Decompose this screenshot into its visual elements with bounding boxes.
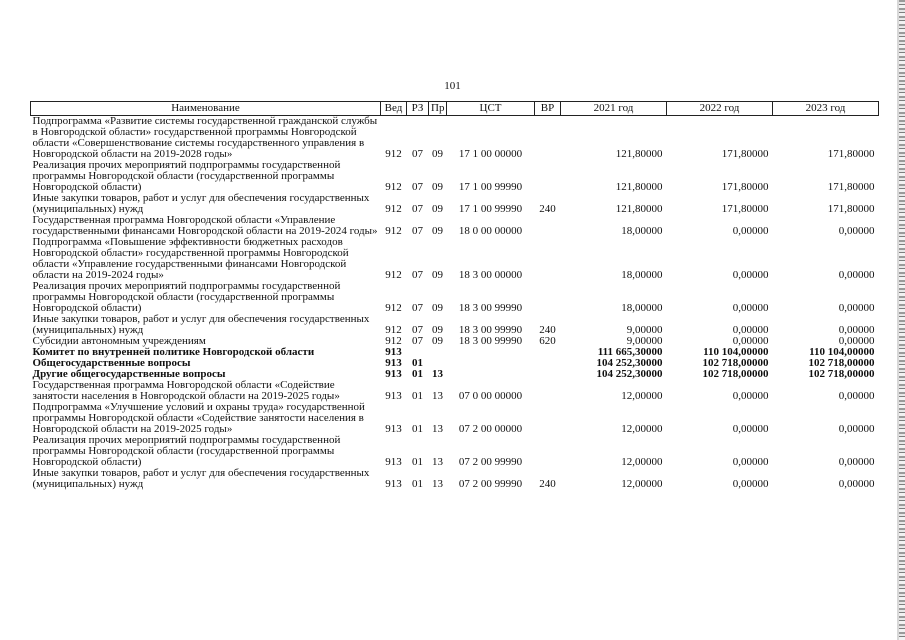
cell-rz: 01 xyxy=(412,368,423,380)
cell-y2023: 0,00000 xyxy=(838,456,875,468)
cell-vr xyxy=(535,435,561,468)
cell-ved: 912 xyxy=(385,335,402,347)
header-vr: ВР xyxy=(535,102,561,116)
table-row xyxy=(31,281,879,314)
cell-y2023: 0,00000 xyxy=(838,335,875,347)
cell-y2021: 104 252,30000 xyxy=(596,368,663,380)
cell-ved: 912 xyxy=(385,269,402,281)
cell-cst: 18 3 00 99990 xyxy=(458,302,523,314)
cell-y2021: 18,00000 xyxy=(621,225,663,237)
cell-cst: 07 0 00 00000 xyxy=(458,390,523,402)
cell-name: Подпрограмма «Улучшение условий и охраны труда» государственной программы Новгородской области «Содействие занятости населения в Новгородской области на 2019-2025 годы» xyxy=(32,401,365,435)
cell-pr: 13 xyxy=(432,456,443,468)
cell-pr: 09 xyxy=(432,203,443,215)
table-row xyxy=(31,160,879,193)
page-number: 101 xyxy=(444,80,461,92)
cell-name: Подпрограмма «Развитие системы государственной гражданской службы в Новгородской области» государственной программы Новгородской области «Совершенствование системы государственного управления в Новгородской области на 2019-2028 годы» xyxy=(32,115,378,160)
cell-y2022: 102 718,00000 xyxy=(702,357,769,369)
cell-y2021: 18,00000 xyxy=(621,269,663,281)
cell-pr: 09 xyxy=(432,148,443,160)
table-header-row xyxy=(31,102,879,116)
cell-y2022: 102 718,00000 xyxy=(702,368,769,380)
cell-y2022: 0,00000 xyxy=(732,423,769,435)
cell-cst: 18 0 00 00000 xyxy=(458,225,523,237)
table-row xyxy=(31,468,879,490)
table-body xyxy=(31,116,879,491)
cell-name: Государственная программа Новгородской области «Содействие занятости населения в Новгородской области на 2019-2025 годы» xyxy=(32,379,340,402)
header-2023: 2023 год xyxy=(773,102,879,116)
cell-y2022: 171,80000 xyxy=(721,148,769,160)
cell-cst: 17 1 00 00000 xyxy=(458,148,523,160)
cell-y2021: 18,00000 xyxy=(621,302,663,314)
header-cst: ЦСТ xyxy=(447,102,535,116)
cell-y2022: 0,00000 xyxy=(732,456,769,468)
cell-cst: 18 3 00 00000 xyxy=(458,269,523,281)
cell-y2023: 102 718,00000 xyxy=(808,368,875,380)
cell-vr xyxy=(535,215,561,237)
cell-rz: 01 xyxy=(412,390,423,402)
cell-vr xyxy=(535,237,561,281)
cell-y2022: 110 104,00000 xyxy=(703,346,769,358)
cell-y2022: 0,00000 xyxy=(732,225,769,237)
cell-vr: 240 xyxy=(539,203,556,215)
cell-pr: 09 xyxy=(432,269,443,281)
table-row xyxy=(31,402,879,435)
cell-rz: 07 xyxy=(412,302,423,314)
cell-pr: 13 xyxy=(432,390,443,402)
cell-ved: 912 xyxy=(385,148,402,160)
cell-name: Субсидии автономным учреждениям xyxy=(32,335,206,347)
cell-name: Государственная программа Новгородской области «Управление государственными финансами Новгородской области на 2019-2024 годы» xyxy=(32,214,378,237)
cell-y2021: 111 665,30000 xyxy=(597,346,663,358)
table-row xyxy=(31,435,879,468)
cell-vr: 240 xyxy=(539,478,556,490)
header-pr: Пр xyxy=(429,102,447,116)
cell-y2021: 121,80000 xyxy=(615,148,663,160)
cell-y2023: 0,00000 xyxy=(838,478,875,490)
cell-vr: 240 xyxy=(539,324,556,336)
cell-ved: 912 xyxy=(385,324,402,336)
cell-pr: 09 xyxy=(432,225,443,237)
cell-rz: 07 xyxy=(412,324,423,336)
cell-cst xyxy=(447,369,535,380)
cell-name: Реализация прочих мероприятий подпрограммы государственной программы Новгородской области (государственной программы Новгородской области) xyxy=(32,159,341,193)
cell-cst: 07 2 00 00000 xyxy=(458,423,523,435)
scan-edge xyxy=(899,0,905,640)
cell-rz: 07 xyxy=(412,269,423,281)
cell-vr xyxy=(535,380,561,402)
cell-cst xyxy=(447,358,535,369)
table-row xyxy=(31,215,879,237)
cell-name: Общегосударственные вопросы xyxy=(32,357,191,369)
cell-ved: 913 xyxy=(385,368,402,380)
table-row xyxy=(31,193,879,215)
cell-rz: 07 xyxy=(412,203,423,215)
cell-y2021: 121,80000 xyxy=(615,181,663,193)
cell-y2021: 9,00000 xyxy=(626,324,663,336)
cell-vr xyxy=(535,347,561,358)
cell-ved: 913 xyxy=(385,423,402,435)
cell-name: Подпрограмма «Повышение эффективности бюджетных расходов Новгородской области» государственной программы Новгородской области «Управление государственными финансами Новгородской области на 2019-2024 годы» xyxy=(32,236,349,281)
cell-pr: 13 xyxy=(432,423,443,435)
cell-y2023: 171,80000 xyxy=(827,203,875,215)
header-name: Наименование xyxy=(31,102,381,116)
cell-vr xyxy=(535,160,561,193)
cell-y2022: 0,00000 xyxy=(732,324,769,336)
cell-y2021: 12,00000 xyxy=(621,423,663,435)
cell-y2021: 12,00000 xyxy=(621,456,663,468)
cell-cst: 07 2 00 99990 xyxy=(458,478,523,490)
cell-ved: 913 xyxy=(385,346,402,358)
cell-y2023: 171,80000 xyxy=(827,181,875,193)
table-row xyxy=(31,314,879,336)
cell-pr: 13 xyxy=(432,368,443,380)
cell-ved: 913 xyxy=(385,357,402,369)
cell-y2022: 0,00000 xyxy=(732,478,769,490)
cell-y2022: 0,00000 xyxy=(732,390,769,402)
cell-rz: 01 xyxy=(412,456,423,468)
cell-y2023: 0,00000 xyxy=(838,390,875,402)
cell-name: Другие общегосударственные вопросы xyxy=(32,368,226,380)
table-row xyxy=(31,237,879,281)
header-2022: 2022 год xyxy=(667,102,773,116)
cell-y2021: 104 252,30000 xyxy=(596,357,663,369)
cell-ved: 912 xyxy=(385,203,402,215)
cell-y2021: 12,00000 xyxy=(621,390,663,402)
header-ved: Вед xyxy=(381,102,407,116)
cell-rz: 07 xyxy=(412,225,423,237)
cell-y2023: 0,00000 xyxy=(838,302,875,314)
cell-vr: 620 xyxy=(539,335,556,347)
cell-y2022: 171,80000 xyxy=(721,203,769,215)
cell-vr xyxy=(535,369,561,380)
cell-vr xyxy=(535,358,561,369)
table-row xyxy=(31,380,879,402)
cell-y2022: 0,00000 xyxy=(732,302,769,314)
cell-cst: 17 1 00 99990 xyxy=(458,203,523,215)
cell-pr: 09 xyxy=(432,302,443,314)
cell-rz: 07 xyxy=(412,335,423,347)
cell-rz: 01 xyxy=(412,357,423,369)
cell-name: Иные закупки товаров, работ и услуг для обеспечения государственных (муниципальных) нужд xyxy=(32,192,370,215)
cell-ved: 913 xyxy=(385,456,402,468)
header-rz: РЗ xyxy=(407,102,429,116)
cell-ved: 912 xyxy=(385,302,402,314)
cell-name: Реализация прочих мероприятий подпрограммы государственной программы Новгородской области (государственной программы Новгородской области) xyxy=(32,434,341,468)
header-2021: 2021 год xyxy=(561,102,667,116)
budget-table xyxy=(30,101,879,490)
cell-y2021: 12,00000 xyxy=(621,478,663,490)
cell-name: Иные закупки товаров, работ и услуг для обеспечения государственных (муниципальных) нужд xyxy=(32,467,370,490)
cell-y2023: 0,00000 xyxy=(838,423,875,435)
cell-y2023: 0,00000 xyxy=(838,225,875,237)
cell-rz: 07 xyxy=(412,148,423,160)
cell-y2022: 171,80000 xyxy=(721,181,769,193)
cell-y2021: 9,00000 xyxy=(626,335,663,347)
cell-y2023: 171,80000 xyxy=(827,148,875,160)
cell-y2023: 110 104,00000 xyxy=(809,346,875,358)
cell-name: Реализация прочих мероприятий подпрограммы государственной программы Новгородской области (государственной программы Новгородской области) xyxy=(32,280,341,314)
cell-pr: 09 xyxy=(432,335,443,347)
cell-ved: 912 xyxy=(385,181,402,193)
cell-ved: 913 xyxy=(385,478,402,490)
cell-vr xyxy=(535,281,561,314)
cell-pr xyxy=(429,347,447,358)
cell-cst: 18 3 00 99990 xyxy=(458,324,523,336)
cell-rz: 01 xyxy=(412,478,423,490)
cell-name: Комитет по внутренней политике Новгородской области xyxy=(32,346,315,358)
cell-rz: 07 xyxy=(412,181,423,193)
cell-ved: 913 xyxy=(385,390,402,402)
cell-vr xyxy=(535,116,561,161)
cell-y2023: 102 718,00000 xyxy=(808,357,875,369)
cell-pr: 09 xyxy=(432,181,443,193)
cell-cst: 07 2 00 99990 xyxy=(458,456,523,468)
cell-pr: 09 xyxy=(432,324,443,336)
cell-cst xyxy=(447,347,535,358)
cell-y2023: 0,00000 xyxy=(838,269,875,281)
cell-ved: 912 xyxy=(385,225,402,237)
cell-pr: 13 xyxy=(432,478,443,490)
cell-name: Иные закупки товаров, работ и услуг для обеспечения государственных (муниципальных) нужд xyxy=(32,313,370,336)
cell-y2023: 0,00000 xyxy=(838,324,875,336)
cell-rz: 01 xyxy=(412,423,423,435)
cell-cst: 18 3 00 99990 xyxy=(458,335,523,347)
cell-y2021: 121,80000 xyxy=(615,203,663,215)
cell-vr xyxy=(535,402,561,435)
cell-y2022: 0,00000 xyxy=(732,269,769,281)
table-row xyxy=(31,116,879,161)
cell-cst: 17 1 00 99990 xyxy=(458,181,523,193)
cell-y2022: 0,00000 xyxy=(732,335,769,347)
